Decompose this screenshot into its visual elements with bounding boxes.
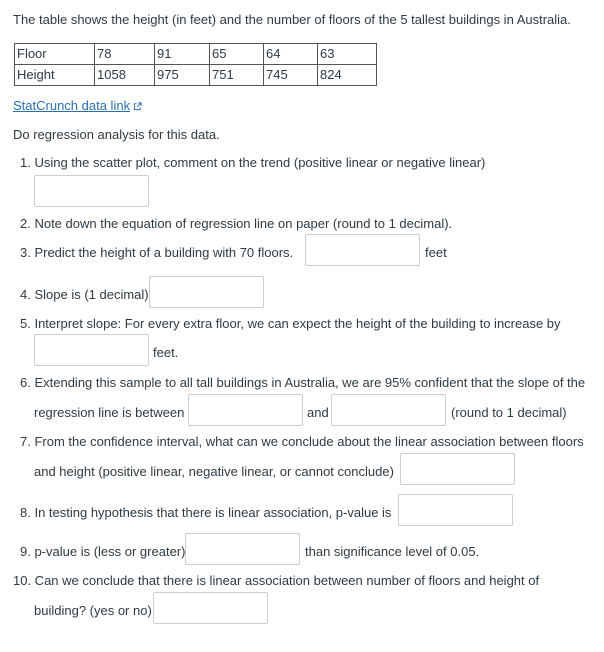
q3-unit-label: feet <box>425 245 447 260</box>
statcrunch-link[interactable] <box>13 98 142 113</box>
q5-unit-label: feet. <box>153 345 179 360</box>
question-1-text: 1. Using the scatter plot, comment on the trend (positive linear or negative linear) <box>20 155 486 170</box>
intro-text: The table shows the height (in feet) and the number of floors of the 5 tallest buildings in Australia. <box>13 12 571 27</box>
table-cell: 63 <box>318 44 377 65</box>
question-10-text-cont: building? (yes or no) <box>34 603 152 618</box>
table-cell: Height <box>15 65 95 86</box>
instruction-text: Do regression analysis for this data. <box>13 127 220 142</box>
q5-answer-input[interactable] <box>34 334 149 366</box>
table-row-floor <box>15 44 377 65</box>
q7-answer-input[interactable] <box>400 453 515 485</box>
q9-tail-text: than significance level of 0.05. <box>305 544 480 559</box>
q6-round-note: (round to 1 decimal) <box>451 405 567 420</box>
q9-answer-input[interactable] <box>185 533 300 565</box>
table-cell: 824 <box>318 65 377 86</box>
table-cell: 1058 <box>95 65 155 86</box>
table-cell: 65 <box>210 44 264 65</box>
data-table <box>14 43 377 86</box>
external-link-icon <box>133 102 142 111</box>
q6-and-label: and <box>307 405 329 420</box>
question-9-text: 9. p-value is (less or greater) <box>20 544 186 559</box>
q3-answer-input[interactable] <box>305 234 420 266</box>
question-6-text: 6. Extending this sample to all tall buildings in Australia, we are 95% confident that the slope of the <box>20 375 586 390</box>
table-cell: Floor <box>15 44 95 65</box>
table-cell: 78 <box>95 44 155 65</box>
question-7-text-cont: and height (positive linear, negative linear, or cannot conclude) <box>34 464 394 479</box>
q6-upper-bound-input[interactable] <box>331 394 446 426</box>
question-8-text: 8. In testing hypothesis that there is linear association, p-value is <box>20 505 392 520</box>
table-cell: 751 <box>210 65 264 86</box>
question-7-text: 7. From the confidence interval, what can we conclude about the linear association between floors <box>20 434 584 449</box>
table-cell: 745 <box>264 65 318 86</box>
question-10-text: 10. Can we conclude that there is linear association between number of floors and height of <box>13 573 540 588</box>
q4-answer-input[interactable] <box>149 276 264 308</box>
question-2-text: 2. Note down the equation of regression line on paper (round to 1 decimal). <box>20 216 453 231</box>
question-5-text: 5. Interpret slope: For every extra floor, we can expect the height of the building to increase by <box>20 316 561 331</box>
question-3-text: 3. Predict the height of a building with 70 floors. <box>20 245 294 260</box>
q8-answer-input[interactable] <box>398 494 513 526</box>
q1-answer-input[interactable] <box>34 175 149 207</box>
statcrunch-link-label[interactable]: StatCrunch data link <box>13 98 131 113</box>
table-cell: 975 <box>155 65 210 86</box>
question-4-text: 4. Slope is (1 decimal) <box>20 287 149 302</box>
q10-answer-input[interactable] <box>153 592 268 624</box>
table-cell: 91 <box>155 44 210 65</box>
q6-lower-bound-input[interactable] <box>188 394 303 426</box>
table-row-height <box>15 65 377 86</box>
question-6-text-cont: regression line is between <box>34 405 185 420</box>
table-cell: 64 <box>264 44 318 65</box>
